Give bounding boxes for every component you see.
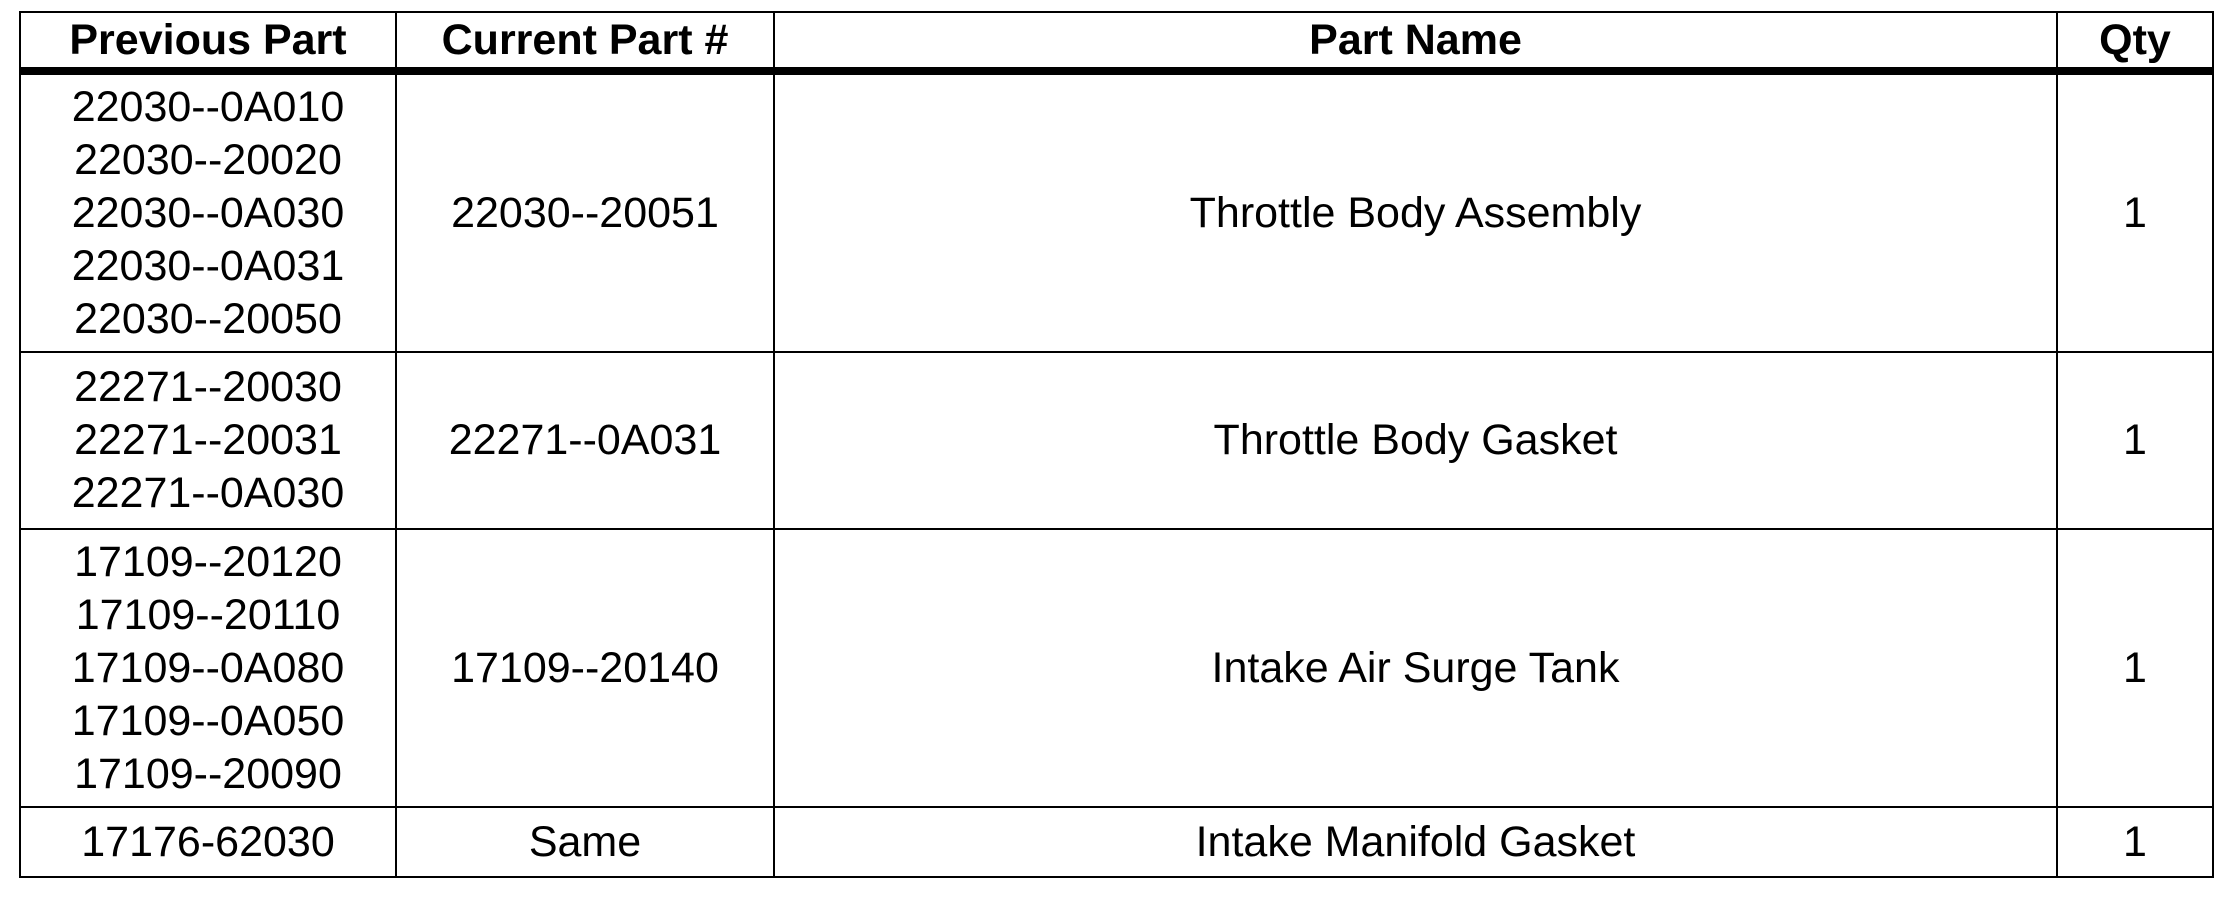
header-part-name: Part Name [774, 12, 2057, 71]
previous-part-number: 22030--0A010 [71, 82, 345, 131]
previous-part-cell [20, 529, 396, 807]
previous-part-number: 17109--20090 [74, 749, 342, 798]
part-name-cell: Intake Manifold Gasket [774, 807, 2057, 877]
qty-cell: 1 [2057, 807, 2213, 877]
table-row [20, 352, 2213, 529]
previous-part-cell [20, 807, 396, 877]
previous-part-number: 22271--20031 [74, 416, 342, 464]
previous-part-number: 17109--20110 [75, 590, 341, 639]
header-qty: Qty [2057, 12, 2213, 71]
previous-part-number: 22030--20020 [74, 135, 342, 184]
part-name-cell: Throttle Body Assembly [774, 71, 2057, 352]
previous-part-number: 17109--20120 [74, 537, 342, 586]
table-row [20, 807, 2213, 877]
current-part-cell: 22271--0A031 [396, 352, 774, 529]
qty-cell: 1 [2057, 71, 2213, 352]
current-part-cell: Same [396, 807, 774, 877]
previous-part-cell [20, 352, 396, 529]
qty-cell: 1 [2057, 352, 2213, 529]
previous-part-number: 22271--20030 [74, 363, 342, 411]
current-part-cell: 22030--20051 [396, 71, 774, 352]
parts-table [19, 11, 2214, 878]
header-current-part: Current Part # [396, 12, 774, 71]
previous-part-number: 22271--0A030 [71, 469, 345, 517]
previous-part-cell [20, 71, 396, 352]
table-row [20, 71, 2213, 352]
current-part-cell: 17109--20140 [396, 529, 774, 807]
previous-part-number: 17109--0A080 [71, 643, 345, 692]
part-name-cell: Throttle Body Gasket [774, 352, 2057, 529]
header-previous-part: Previous Part [20, 12, 396, 71]
previous-part-number: 22030--0A030 [71, 188, 345, 237]
previous-part-number: 22030--20050 [74, 294, 342, 343]
previous-part-number: 22030--0A031 [71, 241, 345, 290]
table-row [20, 529, 2213, 807]
qty-cell: 1 [2057, 529, 2213, 807]
header-row [20, 12, 2213, 71]
part-name-cell: Intake Air Surge Tank [774, 529, 2057, 807]
previous-part-number: 17109--0A050 [71, 696, 345, 745]
previous-part-number: 17176-62030 [81, 817, 335, 866]
